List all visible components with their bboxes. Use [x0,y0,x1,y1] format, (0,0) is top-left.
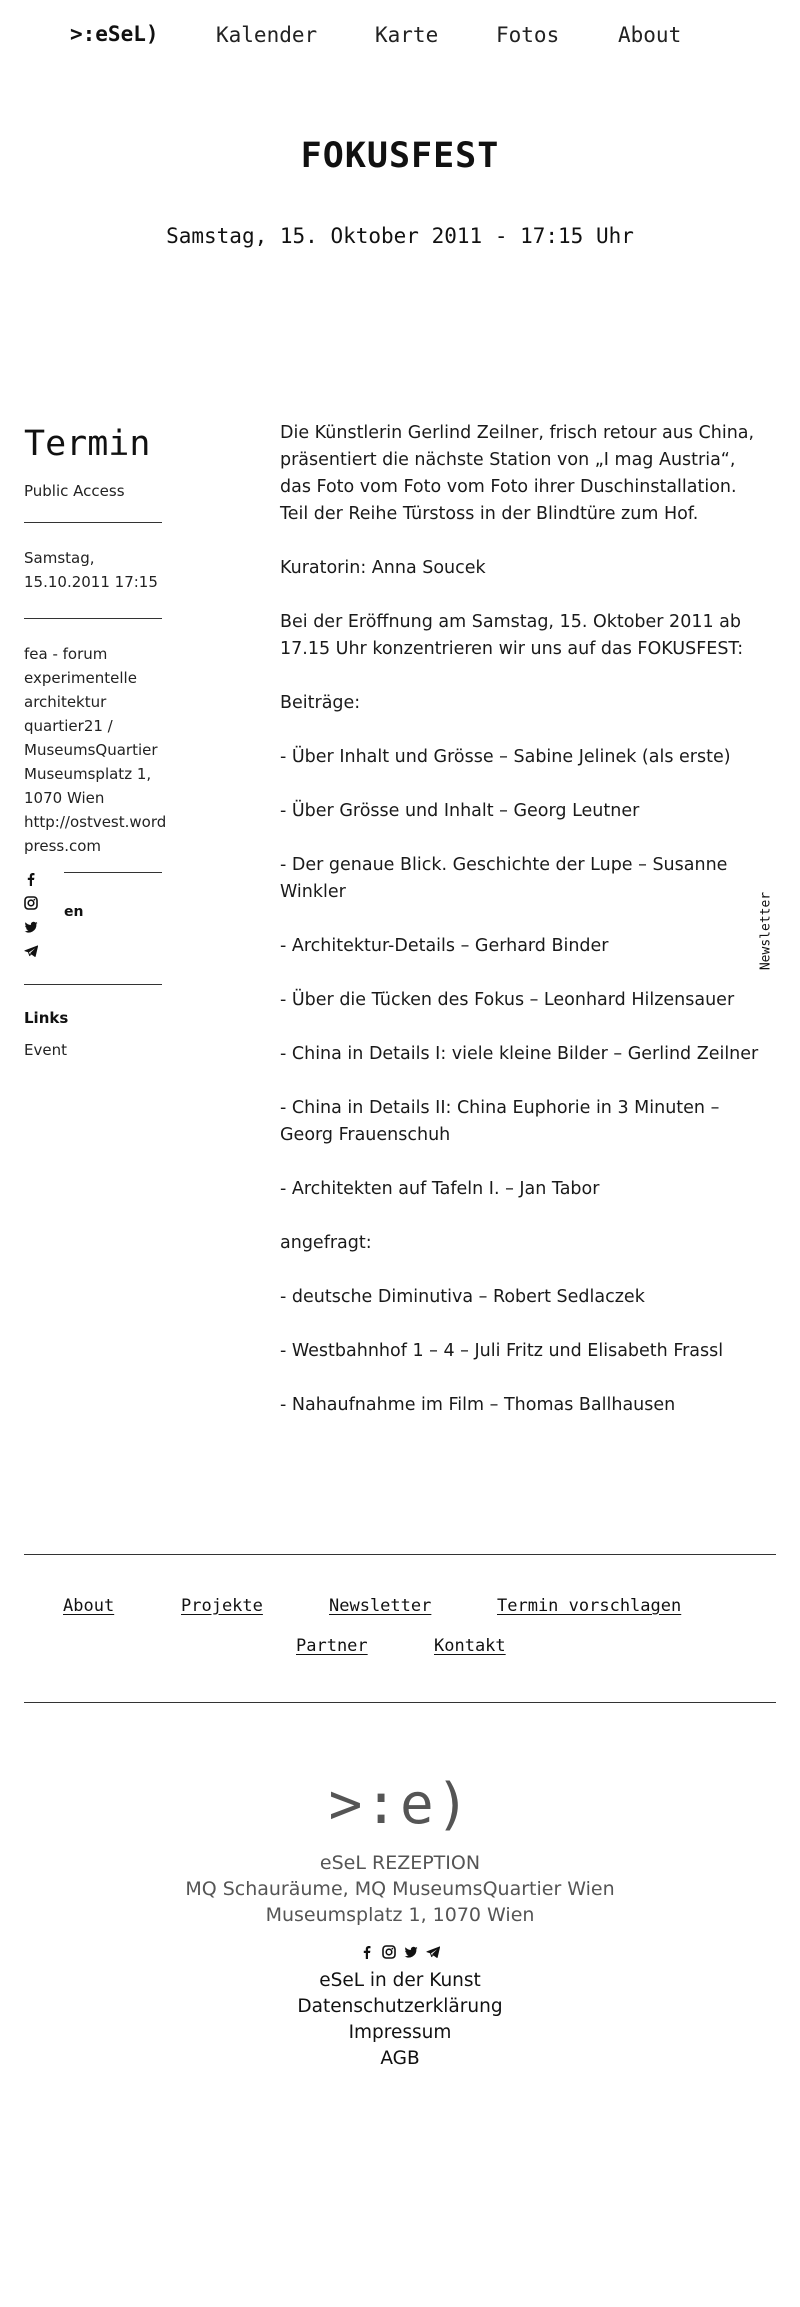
instagram-icon[interactable] [382,1945,396,1959]
newsletter-tab[interactable] [755,893,777,969]
nav-about[interactable]: About [618,23,682,47]
divider [24,522,162,523]
footer-link-datenschutz[interactable]: Datenschutzerklärung [297,1996,503,2017]
event-category[interactable]: Public Access [24,482,125,500]
telegram-icon[interactable] [24,944,38,958]
paragraph: - Der genaue Blick. Geschichte der Lupe – Susanne Winkler [280,855,728,902]
sidebar [24,422,167,1059]
footer-link-termin-vorschlagen[interactable]: Termin vorschlagen [497,1596,682,1616]
reception-line: MQ Schauräume, MQ MuseumsQuartier Wien [185,1878,615,1900]
paragraph: - deutsche Diminutiva – Robert Sedlaczek [280,1287,645,1307]
datetime-line: Samstag, [24,549,95,567]
location-line: architektur [24,693,107,711]
paragraph: Die Künstlerin Gerlind Zeilner, frisch retour aus China, präsentiert die nächste Station von „I mag Austria“, das Foto vom Foto vom Foto ihrer Duschinstallation. Teil der Reihe Türstoss in der Blindtüre zum Hof. [280,423,755,524]
event-description [280,420,760,1446]
divider [64,872,162,873]
paragraph: - China in Details II: China Euphorie in 3 Minuten – Georg Frauenschuh [280,1098,720,1145]
site-logo[interactable]: >:eSeL) [70,22,159,46]
paragraph: - Über Grösse und Inhalt – Georg Leutner [280,801,640,821]
paragraph: angefragt: [280,1233,372,1253]
location-line: MuseumsQuartier [24,741,158,759]
nav-karte[interactable]: Karte [375,23,439,47]
event-location [24,642,167,858]
facebook-icon[interactable] [360,1945,374,1959]
paragraph: - Architekten auf Tafeln I. – Jan Tabor [280,1179,600,1199]
footer-social-icons [0,1945,800,1959]
paragraph: - Über die Tücken des Fokus – Leonhard Hilzensauer [280,990,735,1010]
nav-fotos[interactable]: Fotos [496,23,560,47]
footer-divider [24,1554,776,1555]
location-line: Museumsplatz 1, [24,765,152,783]
links-title: Links [24,1009,69,1027]
footer-link-esel-in-der-kunst[interactable]: eSeL in der Kunst [319,1970,481,1991]
twitter-icon[interactable] [404,1945,418,1959]
footer-link-projekte[interactable]: Projekte [181,1596,263,1616]
share-row [24,872,164,984]
location-line: quartier21 / [24,717,113,735]
paragraph: - Über Inhalt und Grösse – Sabine Jelinek (als erste) [280,747,731,767]
page-title: FOKUSFEST [300,136,500,176]
social-icons [24,872,40,968]
footer-link-impressum[interactable]: Impressum [348,2022,452,2043]
paragraph: Kuratorin: Anna Soucek [280,558,486,578]
divider [24,618,162,619]
instagram-icon[interactable] [24,896,38,910]
location-url[interactable]: http://ostvest.word [24,813,167,831]
event-datetime [24,546,164,594]
nav-kalender[interactable]: Kalender [216,23,318,47]
twitter-icon[interactable] [24,920,38,934]
event-date: Samstag, 15. Oktober 2011 - 17:15 Uhr [166,224,634,248]
facebook-icon[interactable] [24,872,38,886]
location-line: fea - forum [24,645,108,663]
footer-logo[interactable]: >:e) [328,1772,472,1837]
language-switch[interactable]: en [64,904,84,920]
footer-link-agb[interactable]: AGB [380,2048,420,2069]
reception-address [0,1850,800,1928]
divider [24,984,162,985]
sidebar-heading: Termin [24,424,151,464]
paragraph: Beiträge: [280,693,361,713]
location-url[interactable]: press.com [24,837,102,855]
reception-line: Museumsplatz 1, 1070 Wien [265,1904,535,1926]
paragraph: - Nahaufnahme im Film – Thomas Ballhausen [280,1395,676,1415]
footer-link-kontakt[interactable]: Kontakt [434,1636,506,1656]
paragraph: - China in Details I: viele kleine Bilder – Gerlind Zeilner [280,1044,759,1064]
paragraph: - Westbahnhof 1 – 4 – Juli Fritz und Elisabeth Frassl [280,1341,724,1361]
datetime-line: 15.10.2011 17:15 [24,573,158,591]
footer-link-partner[interactable]: Partner [296,1636,368,1656]
location-line: 1070 Wien [24,789,105,807]
paragraph: - Architektur-Details – Gerhard Binder [280,936,609,956]
top-nav [0,22,800,52]
reception-name: eSeL REZEPTION [319,1852,481,1874]
links-section [24,1009,164,1059]
link-event[interactable]: Event [24,1041,67,1059]
footer-divider [24,1702,776,1703]
newsletter-tab-label: Newsletter [758,891,774,971]
telegram-icon[interactable] [426,1945,440,1959]
footer-links [0,1968,800,2072]
footer-link-about[interactable]: About [63,1596,115,1616]
footer-link-newsletter[interactable]: Newsletter [329,1596,432,1616]
location-line: experimentelle [24,669,137,687]
paragraph: Bei der Eröffnung am Samstag, 15. Oktober 2011 ab 17.15 Uhr konzentrieren wir uns auf das FOKUSFEST: [280,612,744,659]
